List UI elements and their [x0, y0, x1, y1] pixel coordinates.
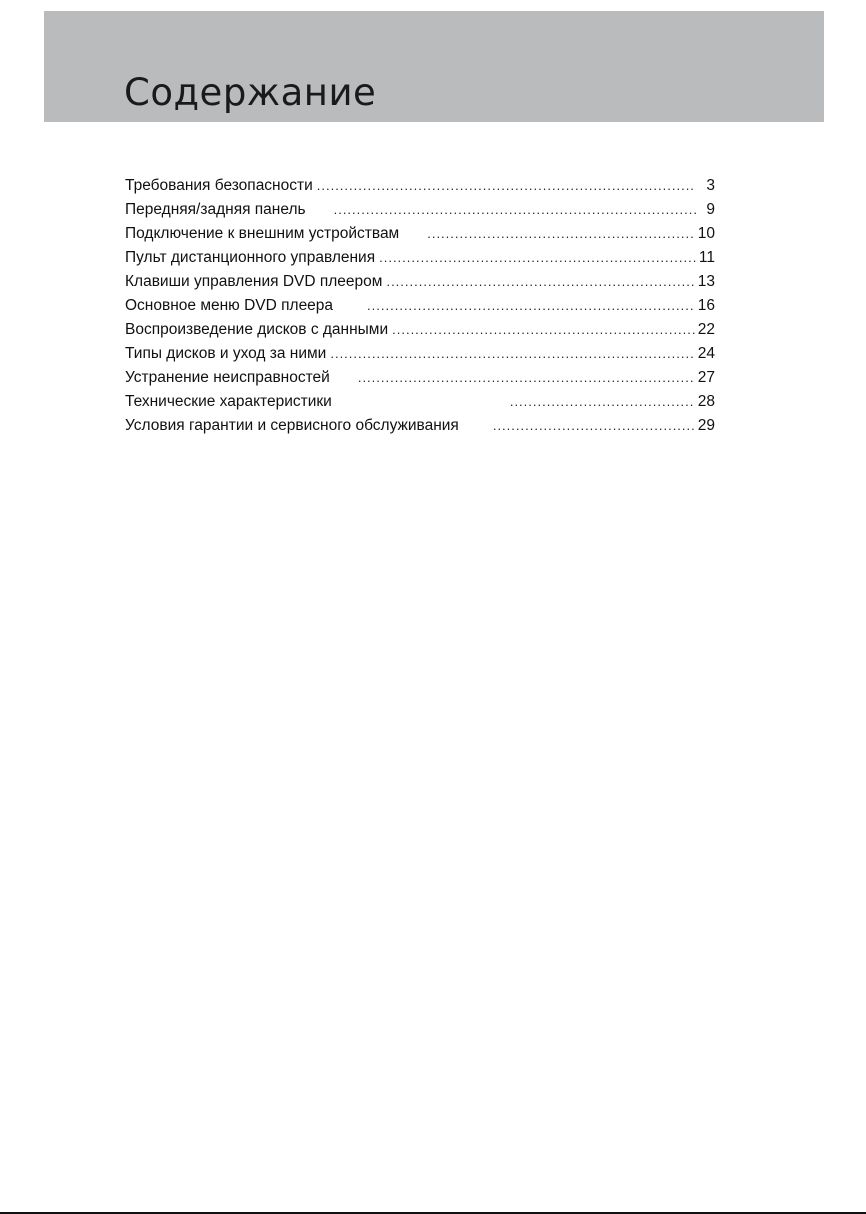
toc-leader-dots — [392, 320, 695, 340]
toc-entry-page: 16 — [697, 297, 715, 314]
toc-entry-title: Устранение неисправностей — [125, 369, 330, 386]
toc-entry-page: 9 — [706, 201, 715, 218]
toc-entry-page: 28 — [697, 393, 715, 410]
toc-entry[interactable] — [125, 176, 715, 200]
toc-entry[interactable] — [125, 416, 715, 440]
toc-entry-title: Пульт дистанционного управления — [125, 249, 376, 266]
toc-leader-dots — [493, 416, 695, 436]
header-band — [44, 11, 824, 122]
toc-leader-dots — [367, 296, 695, 316]
toc-entry-title: Условия гарантии и сервисного обслуживания — [125, 417, 459, 434]
toc-leader-dots — [334, 200, 696, 220]
page-title: Содержание — [124, 71, 377, 114]
toc-entry[interactable] — [125, 392, 715, 416]
toc-leader-dots — [330, 344, 694, 364]
toc-entry-page: 13 — [697, 273, 715, 290]
toc-entry-title: Передняя/задняя панель — [125, 201, 306, 218]
toc-entry-title: Клавиши управления DVD плеером — [125, 273, 383, 290]
toc-entry[interactable] — [125, 368, 715, 392]
toc-entry[interactable] — [125, 200, 715, 224]
toc-entry-page: 22 — [697, 321, 715, 338]
toc-entry-page: 3 — [706, 177, 715, 194]
toc-entry-page: 27 — [697, 369, 715, 386]
toc-entry[interactable] — [125, 320, 715, 344]
toc-leader-dots — [358, 368, 695, 388]
toc-entry-title: Подключение к внешним устройствам — [125, 225, 400, 242]
toc-leader-dots — [510, 392, 695, 412]
toc-leader-dots — [379, 248, 696, 268]
toc-entry-title: Технические характеристики — [125, 393, 332, 410]
toc-entry-page: 11 — [698, 249, 715, 266]
toc-entry[interactable] — [125, 344, 715, 368]
toc-leader-dots — [317, 176, 696, 196]
toc-entry[interactable] — [125, 296, 715, 320]
toc-entry-page: 24 — [697, 345, 715, 362]
toc-entry[interactable] — [125, 248, 715, 272]
toc-entry-title: Воспроизведение дисков с данными — [125, 321, 389, 338]
toc-leader-dots — [386, 272, 694, 292]
toc-entry-title: Требования безопасности — [125, 177, 313, 194]
toc-entry-title: Типы дисков и уход за ними — [125, 345, 327, 362]
toc-entry-title: Основное меню DVD плеера — [125, 297, 334, 314]
toc-entry[interactable] — [125, 224, 715, 248]
toc-entry[interactable] — [125, 272, 715, 296]
toc-entry-page: 29 — [697, 417, 715, 434]
toc-entry-page: 10 — [697, 225, 715, 242]
toc-leader-dots — [427, 224, 695, 244]
table-of-contents — [125, 176, 715, 440]
